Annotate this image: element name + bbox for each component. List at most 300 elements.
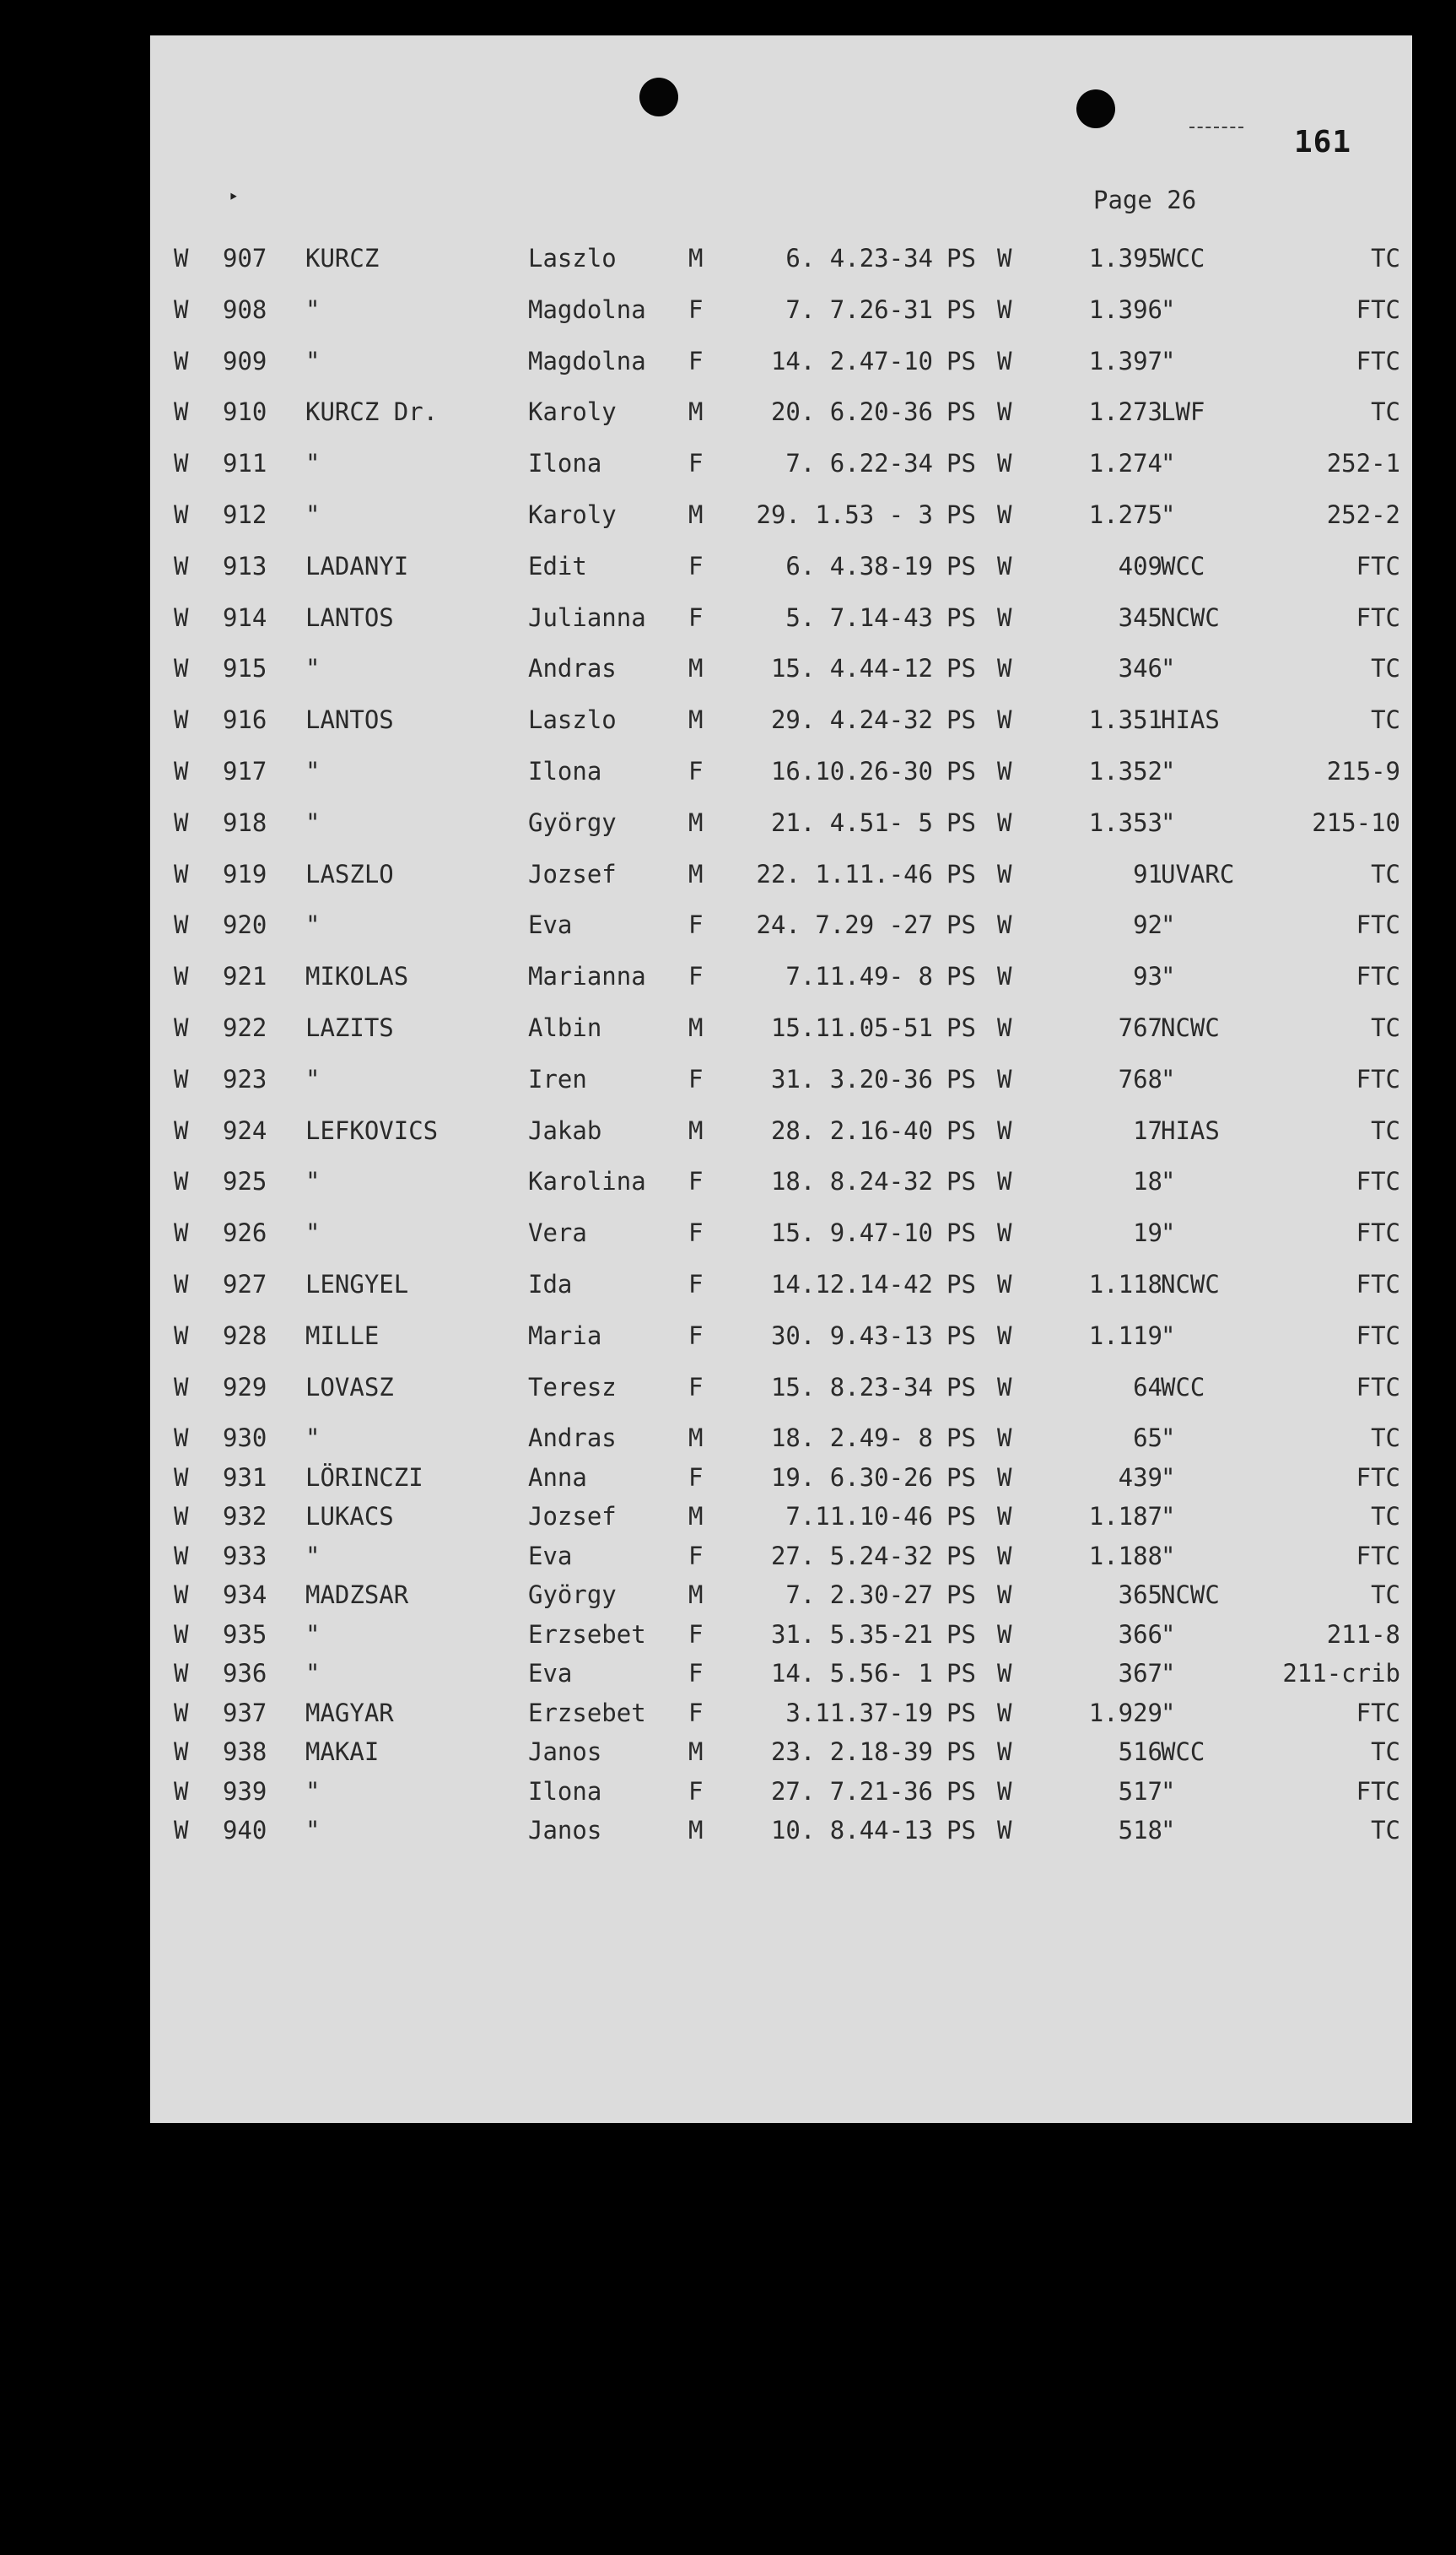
record-sex: M [688,1737,704,1767]
record-number: 911 [223,449,267,478]
record-sex: M [688,1816,704,1845]
record-destination: FTC [1356,1776,1400,1806]
record-amount: 366 [1118,1619,1162,1649]
table-row [150,961,1412,991]
record-amount: 1.119 [1088,1321,1162,1350]
table-row [150,653,1412,683]
record-surname: " [305,1776,321,1806]
record-date: 7. 6.22-34 [785,449,933,478]
record-type: W [174,449,189,478]
record-amount: 1.118 [1088,1270,1162,1299]
record-organization: " [1161,962,1176,991]
record-given-name: Ida [528,1270,573,1299]
record-code: PS [946,859,976,889]
record-type: W [174,1372,189,1402]
record-given-name: Vera [528,1218,587,1248]
record-organization: " [1161,1167,1176,1196]
record-destination: FTC [1356,1064,1400,1094]
record-amount: 1.395 [1088,244,1162,273]
record-code: PS [946,1064,976,1094]
table-row [150,1658,1412,1688]
record-number: 922 [223,1013,267,1042]
record-date: 22. 1.11.-46 [756,859,933,889]
record-date: 18. 2.49- 8 [770,1423,933,1453]
record-type: W [174,1580,189,1610]
record-status: W [997,602,1012,632]
punch-hole [1076,89,1115,128]
record-given-name: Eva [528,1541,573,1570]
record-status: W [997,449,1012,478]
table-row [150,500,1412,530]
record-sex: M [688,859,704,889]
record-type: W [174,1659,189,1688]
record-status: W [997,1167,1012,1196]
record-type: W [174,705,189,735]
record-destination: 215-10 [1312,808,1400,837]
record-number: 918 [223,808,267,837]
record-sex: F [688,449,704,478]
record-date: 7. 2.30-27 [785,1580,933,1610]
record-date: 20. 6.20-36 [770,397,933,427]
record-type: W [174,1115,189,1145]
record-given-name: Anna [528,1462,587,1492]
record-code: PS [946,602,976,632]
table-row [150,1115,1412,1146]
record-surname: " [305,910,321,940]
record-number: 923 [223,1064,267,1094]
record-type: W [174,1167,189,1196]
record-code: PS [946,1115,976,1145]
record-destination: TC [1371,1115,1400,1145]
record-organization: NCWC [1161,1013,1220,1042]
record-sex: F [688,910,704,940]
record-sex: F [688,551,704,581]
record-destination: 215-9 [1326,757,1400,786]
record-amount: 439 [1118,1462,1162,1492]
record-amount: 1.351 [1088,705,1162,735]
record-organization: WCC [1161,1372,1205,1402]
record-given-name: Laszlo [528,705,617,735]
record-date: 14. 5.56- 1 [770,1659,933,1688]
record-sex: M [688,808,704,837]
record-amount: 93 [1133,962,1162,991]
record-code: PS [946,1321,976,1350]
record-destination: FTC [1356,1270,1400,1299]
record-surname: LANTOS [305,705,394,735]
record-amount: 1.352 [1088,757,1162,786]
record-status: W [997,1321,1012,1350]
record-number: 919 [223,859,267,889]
record-code: PS [946,1372,976,1402]
record-code: PS [946,1737,976,1767]
record-status: W [997,551,1012,581]
record-given-name: Maria [528,1321,602,1350]
record-date: 5. 7.14-43 [785,602,933,632]
pencil-mark [1189,127,1243,128]
record-code: PS [946,346,976,375]
record-status: W [997,1423,1012,1453]
record-destination: TC [1371,397,1400,427]
record-number: 934 [223,1580,267,1610]
table-row [150,397,1412,427]
table-row [150,859,1412,889]
record-status: W [997,1372,1012,1402]
record-destination: TC [1371,1423,1400,1453]
record-code: PS [946,808,976,837]
table-row [150,910,1412,940]
record-number: 931 [223,1462,267,1492]
record-given-name: Marianna [528,962,646,991]
record-status: W [997,1115,1012,1145]
record-organization: " [1161,1776,1176,1806]
record-type: W [174,1737,189,1767]
record-organization: " [1161,1462,1176,1492]
record-status: W [997,962,1012,991]
record-amount: 768 [1118,1064,1162,1094]
table-row [150,1166,1412,1196]
table-row [150,294,1412,325]
record-type: W [174,1462,189,1492]
record-amount: 365 [1118,1580,1162,1610]
record-destination: 252-1 [1326,449,1400,478]
record-type: W [174,346,189,375]
record-organization: NCWC [1161,602,1220,632]
record-type: W [174,1321,189,1350]
table-row [150,551,1412,581]
record-status: W [997,1541,1012,1570]
record-date: 6. 4.23-34 [785,244,933,273]
record-number: 933 [223,1541,267,1570]
record-date: 31. 5.35-21 [770,1619,933,1649]
record-code: PS [946,1698,976,1727]
record-status: W [997,1064,1012,1094]
record-date: 15.11.05-51 [770,1013,933,1042]
record-type: W [174,1776,189,1806]
record-date: 14. 2.47-10 [770,346,933,375]
record-date: 15. 8.23-34 [770,1372,933,1402]
record-organization: " [1161,294,1176,324]
record-destination: FTC [1356,1321,1400,1350]
record-destination: TC [1371,705,1400,735]
record-destination: TC [1371,1737,1400,1767]
record-type: W [174,1013,189,1042]
record-type: W [174,1270,189,1299]
record-organization: " [1161,1218,1176,1248]
record-surname: LEFKOVICS [305,1115,439,1145]
record-given-name: Ilona [528,449,602,478]
record-amount: 409 [1118,551,1162,581]
record-surname: MIKOLAS [305,962,409,991]
table-row [150,1321,1412,1351]
record-number: 909 [223,346,267,375]
record-code: PS [946,1218,976,1248]
record-number: 928 [223,1321,267,1350]
record-sex: M [688,1115,704,1145]
record-surname: KURCZ Dr. [305,397,439,427]
record-status: W [997,346,1012,375]
record-code: PS [946,1462,976,1492]
record-type: W [174,1423,189,1453]
record-destination: FTC [1356,910,1400,940]
record-organization: UVARC [1161,859,1235,889]
record-sex: F [688,1218,704,1248]
record-number: 913 [223,551,267,581]
record-surname: LAZITS [305,1013,394,1042]
record-amount: 19 [1133,1218,1162,1248]
record-given-name: Jakab [528,1115,602,1145]
record-surname: LADANYI [305,551,409,581]
record-surname: MAKAI [305,1737,380,1767]
record-type: W [174,654,189,683]
table-row [150,1776,1412,1807]
record-status: W [997,1619,1012,1649]
record-given-name: Iren [528,1064,587,1094]
record-organization: " [1161,449,1176,478]
record-sex: M [688,1013,704,1042]
record-given-name: Andras [528,654,617,683]
record-status: W [997,757,1012,786]
record-sex: M [688,1502,704,1531]
record-date: 6. 4.38-19 [785,551,933,581]
record-given-name: Karoly [528,500,617,529]
record-number: 912 [223,500,267,529]
record-status: W [997,294,1012,324]
record-surname: " [305,449,321,478]
record-organization: " [1161,1816,1176,1845]
record-amount: 767 [1118,1013,1162,1042]
record-organization: " [1161,654,1176,683]
record-sex: F [688,602,704,632]
record-organization: " [1161,1698,1176,1727]
record-surname: " [305,1423,321,1453]
record-given-name: György [528,808,617,837]
record-amount: 1.188 [1088,1541,1162,1570]
record-date: 24. 7.29 -27 [756,910,933,940]
record-sex: M [688,705,704,735]
record-code: PS [946,1816,976,1845]
table-row [150,756,1412,786]
record-surname: LENGYEL [305,1270,409,1299]
record-organization: HIAS [1161,705,1220,735]
table-row [150,1423,1412,1453]
record-status: W [997,705,1012,735]
table-row [150,1737,1412,1767]
record-organization: " [1161,1423,1176,1453]
record-destination: FTC [1356,1372,1400,1402]
record-date: 7. 7.26-31 [785,294,933,324]
record-code: PS [946,1270,976,1299]
record-sex: M [688,654,704,683]
record-sex: F [688,1619,704,1649]
record-status: W [997,1580,1012,1610]
record-number: 937 [223,1698,267,1727]
table-row [150,1815,1412,1845]
record-destination: TC [1371,1013,1400,1042]
punch-hole [639,78,678,116]
record-given-name: Albin [528,1013,602,1042]
record-given-name: Jozsef [528,859,617,889]
record-number: 938 [223,1737,267,1767]
record-surname: " [305,346,321,375]
record-number: 927 [223,1270,267,1299]
tick-mark: ‣ [228,187,240,208]
record-code: PS [946,1423,976,1453]
record-code: PS [946,294,976,324]
record-code: PS [946,1013,976,1042]
record-amount: 1.353 [1088,808,1162,837]
record-organization: " [1161,346,1176,375]
record-type: W [174,1064,189,1094]
table-row [150,346,1412,376]
record-destination: FTC [1356,602,1400,632]
record-amount: 17 [1133,1115,1162,1145]
record-date: 3.11.37-19 [785,1698,933,1727]
record-sex: M [688,244,704,273]
record-number: 939 [223,1776,267,1806]
record-number: 940 [223,1816,267,1845]
record-given-name: Karoly [528,397,617,427]
record-number: 925 [223,1167,267,1196]
record-status: W [997,910,1012,940]
record-sex: F [688,962,704,991]
record-destination: FTC [1356,346,1400,375]
record-number: 915 [223,654,267,683]
record-amount: 91 [1133,859,1162,889]
record-destination: TC [1371,1580,1400,1610]
table-row [150,1269,1412,1299]
record-amount: 1.397 [1088,346,1162,375]
record-destination: 211-crib [1282,1659,1400,1688]
table-row [150,1462,1412,1493]
record-organization: " [1161,910,1176,940]
record-date: 27. 5.24-32 [770,1541,933,1570]
record-given-name: Ilona [528,1776,602,1806]
record-sex: F [688,1659,704,1688]
record-organization: " [1161,808,1176,837]
record-amount: 1.929 [1088,1698,1162,1727]
record-organization: WCC [1161,244,1205,273]
record-destination: TC [1371,654,1400,683]
record-amount: 367 [1118,1659,1162,1688]
record-organization: " [1161,757,1176,786]
record-number: 916 [223,705,267,735]
record-amount: 1.275 [1088,500,1162,529]
record-type: W [174,602,189,632]
record-sex: M [688,397,704,427]
record-surname: LUKACS [305,1502,394,1531]
record-code: PS [946,449,976,478]
record-number: 924 [223,1115,267,1145]
record-code: PS [946,1619,976,1649]
record-code: PS [946,705,976,735]
record-given-name: Magdolna [528,294,646,324]
record-date: 19. 6.30-26 [770,1462,933,1492]
table-row [150,1619,1412,1650]
record-status: W [997,397,1012,427]
record-sex: F [688,294,704,324]
record-type: W [174,397,189,427]
record-organization: NCWC [1161,1580,1220,1610]
record-surname: LÖRINCZI [305,1462,423,1492]
record-amount: 518 [1118,1816,1162,1845]
record-code: PS [946,1659,976,1688]
table-row [150,1064,1412,1094]
record-surname: " [305,1659,321,1688]
record-surname: " [305,1541,321,1570]
record-code: PS [946,551,976,581]
record-surname: LASZLO [305,859,394,889]
record-destination: FTC [1356,1462,1400,1492]
record-date: 7.11.49- 8 [785,962,933,991]
record-status: W [997,808,1012,837]
record-organization: " [1161,1659,1176,1688]
sheet-number: 161 [1294,125,1352,159]
record-destination: FTC [1356,962,1400,991]
record-given-name: Karolina [528,1167,646,1196]
record-type: W [174,1502,189,1531]
record-number: 929 [223,1372,267,1402]
record-date: 18. 8.24-32 [770,1167,933,1196]
record-sex: M [688,1580,704,1610]
record-status: W [997,1013,1012,1042]
record-amount: 1.274 [1088,449,1162,478]
record-given-name: Ilona [528,757,602,786]
record-surname: MAGYAR [305,1698,394,1727]
record-amount: 65 [1133,1423,1162,1453]
record-status: W [997,500,1012,529]
record-status: W [997,244,1012,273]
record-sex: F [688,1270,704,1299]
record-sex: F [688,757,704,786]
record-organization: WCC [1161,551,1205,581]
record-amount: 516 [1118,1737,1162,1767]
record-surname: " [305,654,321,683]
record-organization: WCC [1161,1737,1205,1767]
record-surname: MILLE [305,1321,380,1350]
record-number: 914 [223,602,267,632]
record-type: W [174,859,189,889]
record-destination: TC [1371,244,1400,273]
record-date: 21. 4.51- 5 [770,808,933,837]
record-surname: " [305,1218,321,1248]
record-amount: 1.187 [1088,1502,1162,1531]
record-status: W [997,654,1012,683]
record-status: W [997,859,1012,889]
record-amount: 1.273 [1088,397,1162,427]
record-amount: 517 [1118,1776,1162,1806]
record-sex: F [688,1541,704,1570]
record-sex: F [688,1462,704,1492]
record-number: 932 [223,1502,267,1531]
table-row [150,1013,1412,1043]
record-status: W [997,1737,1012,1767]
record-code: PS [946,500,976,529]
record-given-name: Eva [528,1659,573,1688]
record-given-name: Edit [528,551,587,581]
record-date: 29. 4.24-32 [770,705,933,735]
table-row [150,1218,1412,1248]
table-row [150,243,1412,273]
record-type: W [174,1218,189,1248]
record-given-name: György [528,1580,617,1610]
record-given-name: Laszlo [528,244,617,273]
table-row [150,1580,1412,1610]
record-number: 935 [223,1619,267,1649]
document-sheet [150,35,1412,2123]
record-type: W [174,808,189,837]
record-code: PS [946,1541,976,1570]
table-row [150,808,1412,838]
